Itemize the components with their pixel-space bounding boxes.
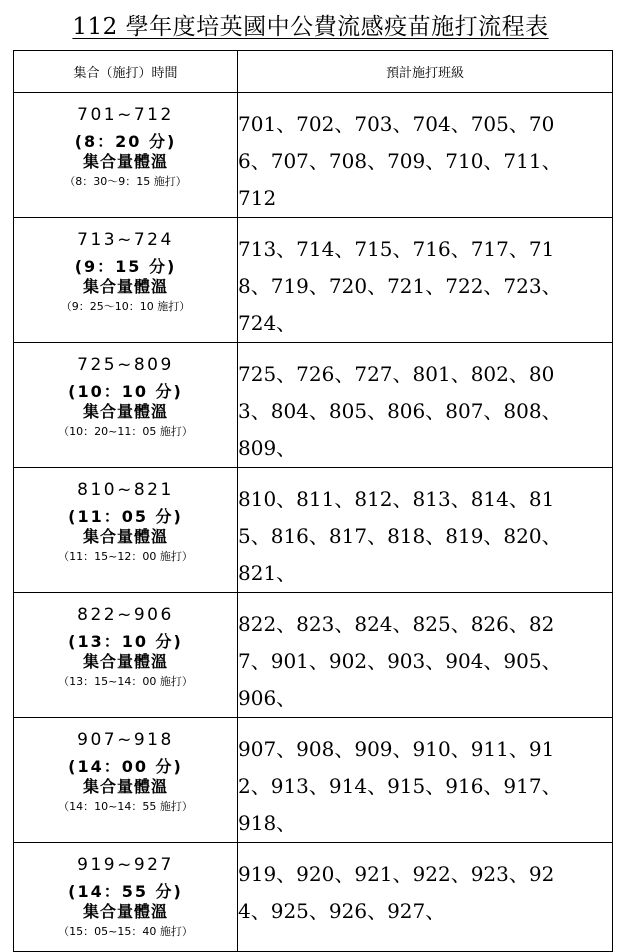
class-range: 725~809 [77,355,174,375]
class-list-cell [238,468,613,593]
class-list: 713、714、715、716、717、718、719、720、721、722、723、724、 [238,237,562,335]
class-range: 713~724 [77,230,174,250]
class-list: 907、908、909、910、911、912、913、914、915、916、917、918、 [238,737,562,835]
assembly-note: 集合量體溫 [82,527,168,546]
assembly-note: 集合量體溫 [82,152,168,171]
document-title [0,12,621,42]
table-row [14,593,613,718]
assembly-time: (13：10 分) [68,632,183,651]
table-row [14,218,613,343]
assembly-note: 集合量體溫 [82,902,168,921]
assembly-time: (9：15 分) [74,257,177,276]
assembly-note: 集合量體溫 [82,402,168,421]
class-list: 725、726、727、801、802、803、804、805、806、807、808、809、 [238,362,562,460]
vaccination-window: （15：05~15：40 施打） [58,925,193,938]
vaccination-window: （14：10~14：55 施打） [58,800,193,813]
assembly-time: (8：20 分) [74,132,177,151]
class-list-cell [238,93,613,218]
class-list: 822、823、824、825、826、827、901、902、903、904、905、906、 [238,612,562,710]
vaccination-window: （8：30～9：15 施打） [64,175,187,188]
time-cell [14,93,238,218]
class-list: 701、702、703、704、705、706、707、708、709、710、711、712 [238,112,562,210]
assembly-time: (10：10 分) [68,382,183,401]
vaccination-window: （10：20~11：05 施打） [58,425,193,438]
class-list-cell [238,218,613,343]
table-header-row [14,51,613,93]
class-list-cell [238,718,613,843]
time-cell [14,343,238,468]
vaccination-window: （9：25～10：10 施打） [60,300,191,313]
vaccination-window: （11：15~12：00 施打） [58,550,193,563]
class-range: 907~918 [77,730,174,750]
class-list: 919、920、921、922、923、924、925、926、927、 [238,862,555,923]
time-cell [14,593,238,718]
table-row [14,468,613,593]
assembly-note: 集合量體溫 [82,652,168,671]
class-range: 810~821 [77,480,174,500]
time-cell [14,718,238,843]
assembly-time: (11：05 分) [68,507,183,526]
vaccination-schedule-table [13,50,613,952]
header-class-column: 預計施打班級 [238,51,613,93]
class-list-cell [238,593,613,718]
table-row [14,343,613,468]
document-title-text: 112 學年度培英國中公費流感疫苗施打流程表 [72,14,549,40]
class-list: 810、811、812、813、814、815、816、817、818、819、820、821、 [238,487,562,585]
assembly-time: (14：00 分) [68,757,183,776]
time-cell [14,468,238,593]
class-range: 822~906 [77,605,174,625]
class-range: 701~712 [77,105,174,125]
class-list-cell [238,343,613,468]
assembly-note: 集合量體溫 [82,777,168,796]
time-cell [14,218,238,343]
table-row [14,843,613,952]
class-list-cell [238,843,613,952]
table-row [14,718,613,843]
vaccination-window: （13：15~14：00 施打） [58,675,193,688]
assembly-note: 集合量體溫 [82,277,168,296]
table-row [14,93,613,218]
header-time-column: 集合（施打）時間 [14,51,238,93]
assembly-time: (14：55 分) [68,882,183,901]
class-range: 919~927 [77,855,174,875]
time-cell [14,843,238,952]
